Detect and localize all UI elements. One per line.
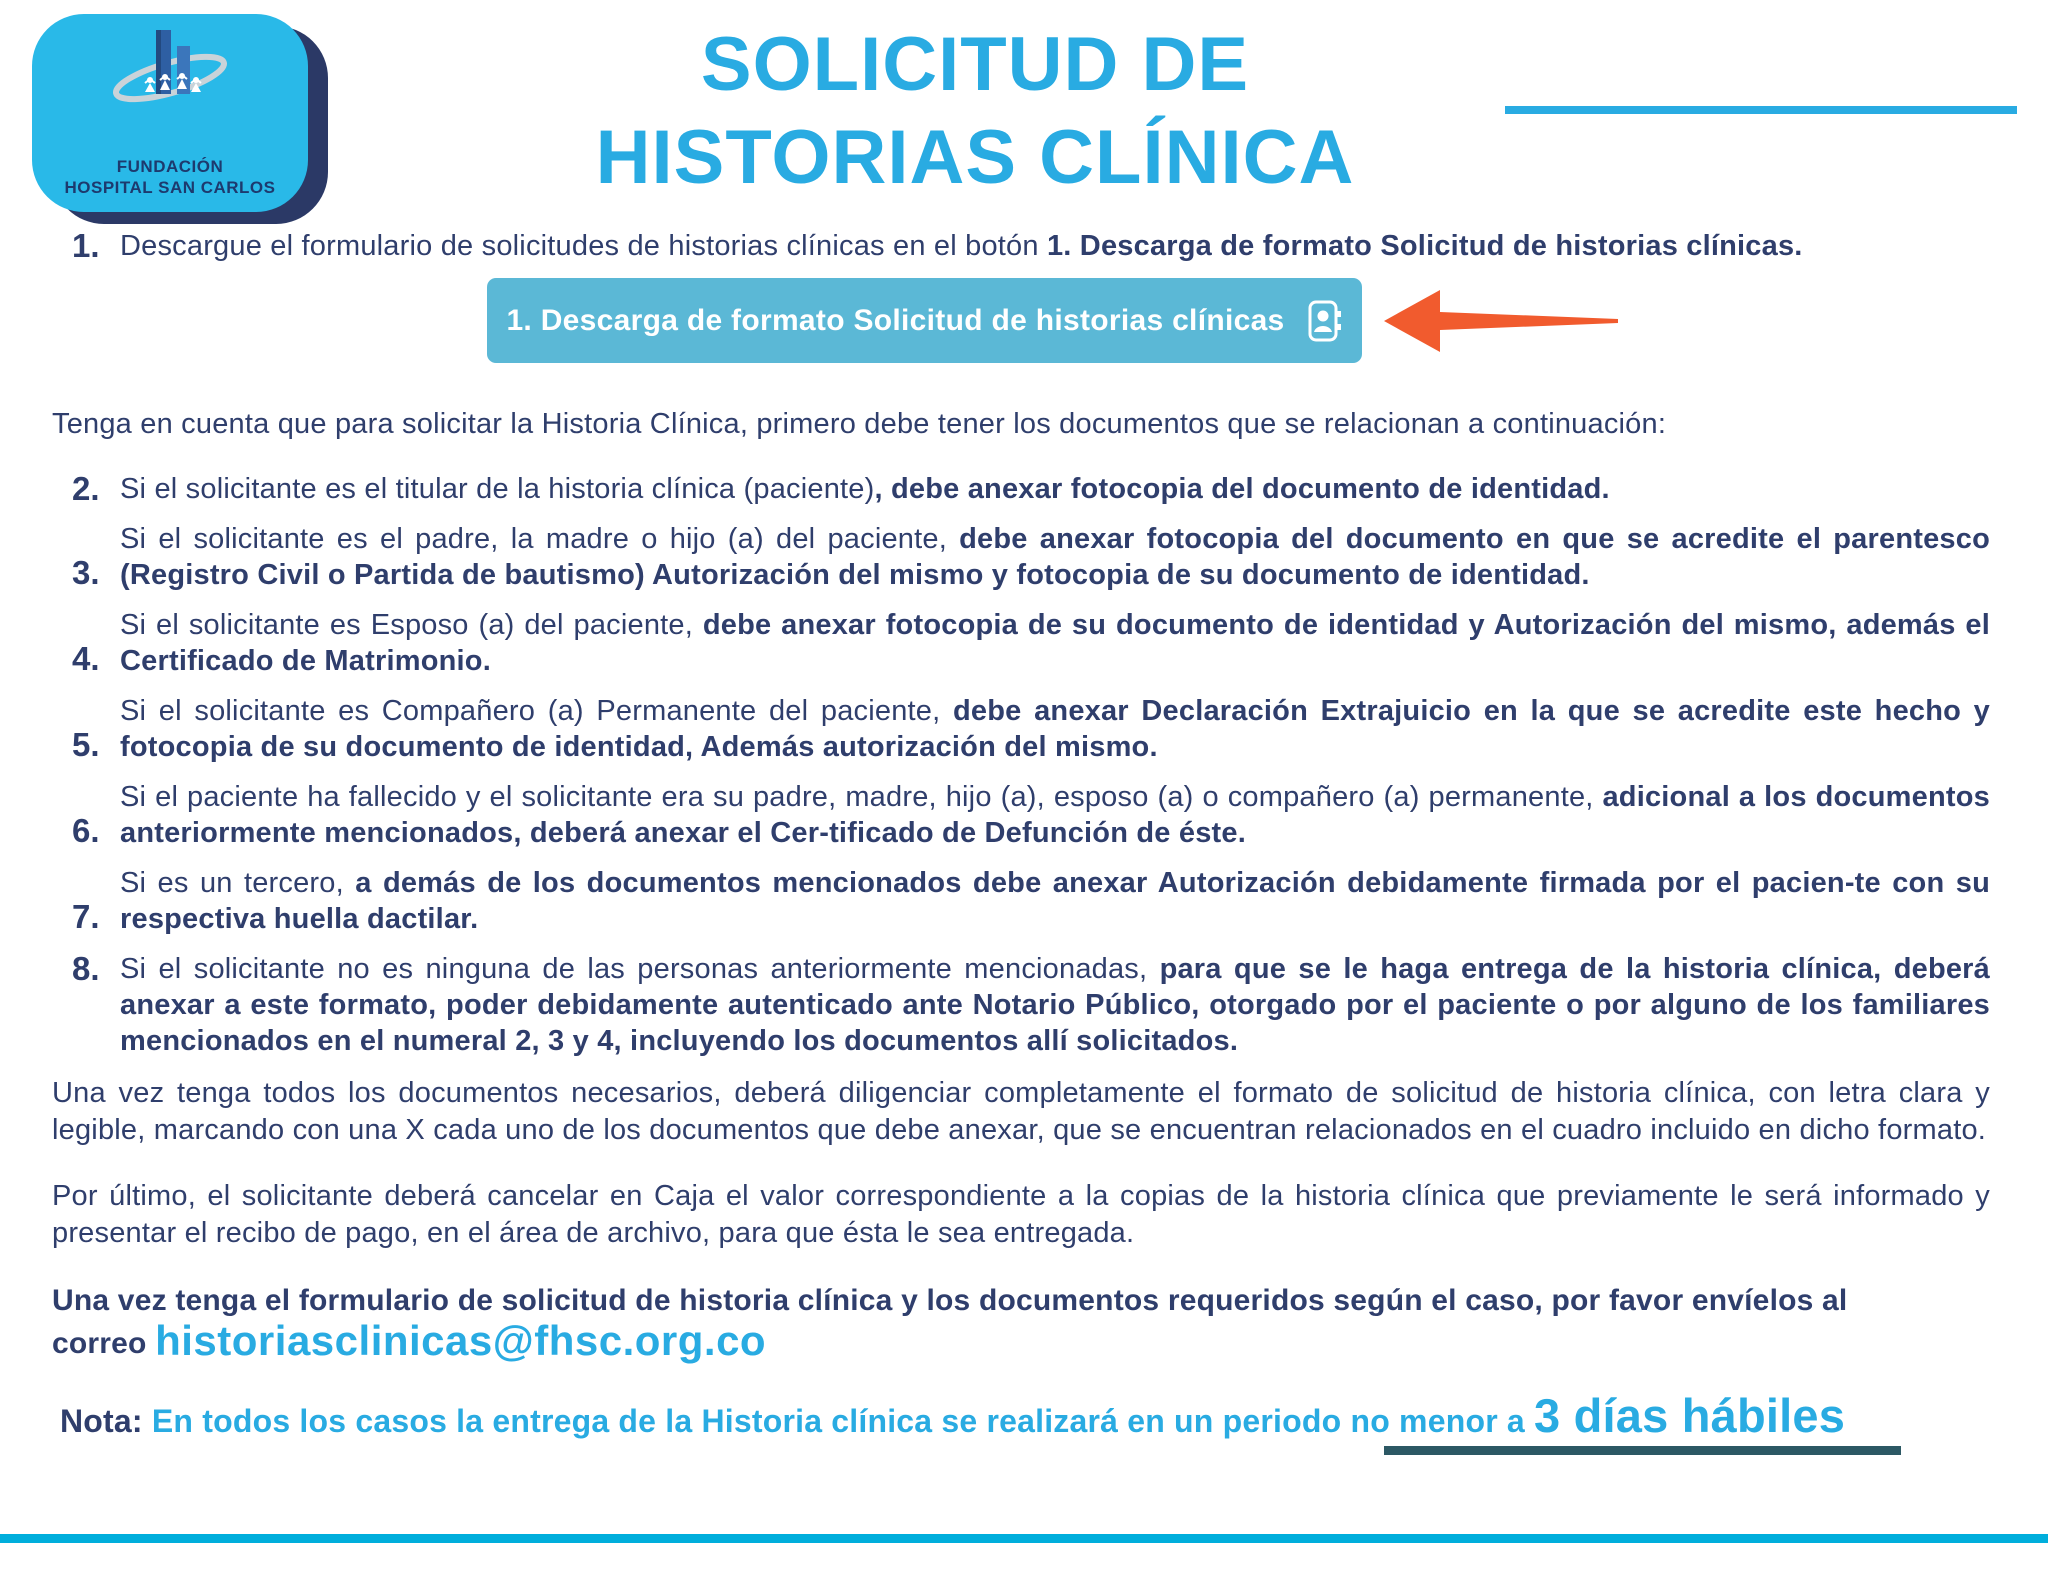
step-text-normal: Si el solicitante es el titular de la historia clínica (paciente): [120, 473, 875, 505]
step-text-bold: 1. Descarga de formato Solicitud de historias clínicas.: [1046, 230, 1803, 262]
step-text-bold: debe anexar Declaración Extrajuicio en la que se acredite este hecho y fotocopia de su documento de identidad, Además autorización del mismo.: [120, 695, 1991, 763]
step-text: [120, 521, 1990, 593]
download-button-label: 1. Descarga de formato Solicitud de historias clínicas: [506, 303, 1285, 337]
header-rule: [1505, 106, 2017, 114]
step-text-normal: Si es un tercero,: [120, 867, 356, 899]
header: [0, 0, 2048, 214]
content: [0, 228, 2048, 1443]
step-text: [120, 607, 1990, 679]
step-text-bold: debe anexar fotocopia del documento en que se acredite el parentesco (Registro Civil o Partida de bautismo) Autorización del mismo y fotocopia de su documento de identidad.: [120, 523, 1990, 591]
bottom-rule: [0, 1534, 2048, 1543]
step-text-normal: Si el solicitante es Esposo (a) del paciente,: [120, 609, 703, 641]
step-item-4: [52, 607, 1990, 679]
step-item-3: [52, 521, 1990, 593]
step-number: 4.: [72, 640, 100, 677]
step-text: [120, 779, 1990, 851]
step-number: 6.: [72, 812, 100, 849]
step-item-7: [52, 865, 1990, 937]
closing-text: [52, 1281, 1990, 1364]
step-number: 3.: [72, 554, 100, 591]
address-book-icon: [1307, 299, 1343, 343]
nota-label: Nota:: [60, 1403, 143, 1439]
step-item-2: [52, 471, 1990, 507]
closing-line1: Una vez tenga el formulario de solicitud de historia clínica y los documentos requeridos según el caso, por favor envíelos al: [52, 1284, 1848, 1317]
step-text-normal: Si el solicitante no es ninguna de las personas anteriormente mencionadas,: [120, 953, 1160, 985]
step-text-bold: a demás de los documentos mencionados debe anexar Autorización debidamente firmada por el pacien-te con su respectiva huella dactilar.: [120, 867, 1990, 935]
pointer-arrow-icon: [1382, 287, 1622, 355]
step-text-normal: Si el paciente ha fallecido y el solicitante era su padre, madre, hijo (a), esposo (a) o compañero (a) permanente,: [120, 781, 1603, 813]
step-number: 1.: [72, 227, 100, 264]
page-title-line2: HISTORIAS CLÍNICA: [595, 115, 1355, 200]
step-text-normal: Si el solicitante es el padre, la madre o hijo (a) del paciente,: [120, 523, 960, 555]
email-link[interactable]: historiasclinicas@fhsc.org.co: [155, 1317, 767, 1364]
intro-text: Tenga en cuenta que para solicitar la Historia Clínica, primero debe tener los documentos que se relacionan a continuación:: [52, 408, 1667, 440]
step-number: 7.: [72, 898, 100, 935]
logo-org-line2: HOSPITAL SAN CARLOS: [64, 178, 276, 197]
page-title-line1: SOLICITUD DE: [700, 22, 1250, 107]
paragraph-payment: Por último, el solicitante deberá cancelar en Caja el valor correspondiente a la copias de la historia clínica que previamente le será informado y presentar el recibo de pago, en el área de archivo, para que ésta le sea entregada.: [52, 1180, 1990, 1249]
step-text-bold: , debe anexar fotocopia del documento de identidad.: [874, 473, 1610, 505]
page-title: [450, 18, 1500, 204]
step-text-bold: debe anexar fotocopia de su documento de identidad y Autorización del mismo, además el Certificado de Matrimonio.: [120, 609, 1990, 677]
step-item-8: [52, 951, 1990, 1059]
step-text-bold: para que se le haga entrega de la historia clínica, deberá anexar a este formato, poder debidamente autenticado ante Notario Público, otorgado por el paciente o por alguno de los familiares mencionados en el numeral 2, 3 y 4, incluyendo los documentos allí solicitados.: [120, 953, 1990, 1057]
logo-badge: [32, 14, 308, 212]
nota-line: [52, 1388, 1990, 1443]
step-item-6: [52, 779, 1990, 851]
logo-org-name: [65, 156, 276, 198]
nota-highlight: 3 días hábiles: [1534, 1389, 1846, 1442]
step-text: [120, 865, 1990, 937]
step-number: 2.: [72, 470, 100, 507]
step-item-5: [52, 693, 1990, 765]
step-text-bold: adicional a los documentos anteriormente mencionados, deberá anexar el Cer-tificado de Defunción de éste.: [120, 781, 1990, 849]
button-row: [52, 278, 1990, 366]
step-text-normal: Descargue el formulario de solicitudes de historias clínicas en el botón: [120, 230, 1047, 262]
step-text: [120, 471, 1990, 507]
step-text-normal: Si el solicitante es Compañero (a) Permanente del paciente,: [120, 695, 953, 727]
step-number: 5.: [72, 726, 100, 763]
step-text: [120, 951, 1990, 1059]
download-button[interactable]: [487, 278, 1362, 363]
nota-underline: [1384, 1446, 1901, 1455]
hospital-logo-icon: [90, 22, 250, 132]
step-item-1: [52, 228, 1990, 264]
nota-text: En todos los casos la entrega de la Historia clínica se realizará en un periodo no menor a: [142, 1403, 1535, 1439]
paragraph-documents: Una vez tenga todos los documentos necesarios, deberá diligenciar completamente el formato de solicitud de historia clínica, con letra clara y legible, marcando con una X cada uno de los documentos que debe anexar, que se encuentran relacionados en el cuadro incluido en dicho formato.: [52, 1077, 1990, 1146]
step-text: [120, 693, 1990, 765]
closing-line2-prefix: correo: [52, 1327, 156, 1360]
logo-org-line1: FUNDACIÓN: [116, 157, 224, 176]
step-number: 8.: [72, 950, 100, 987]
step-text: [120, 228, 1990, 264]
